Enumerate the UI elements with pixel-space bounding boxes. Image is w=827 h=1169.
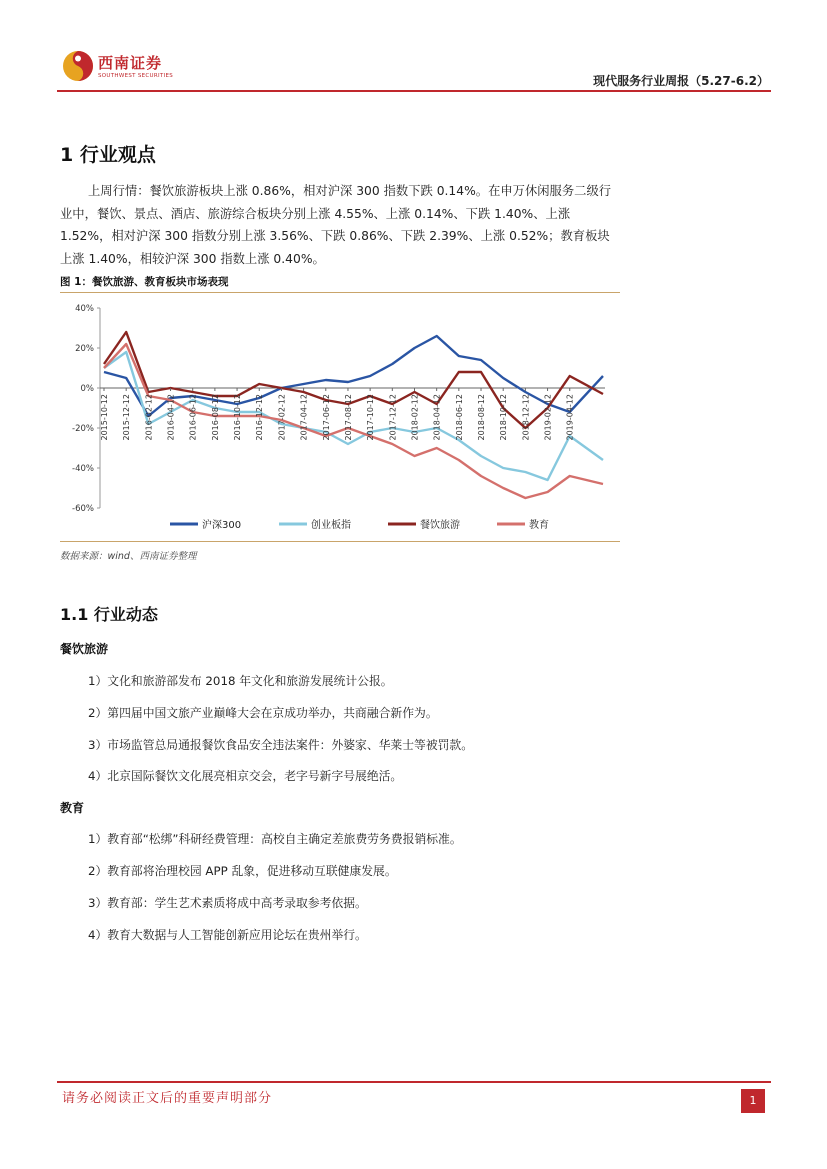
x-tick-label: 2017-10-12 [366, 394, 376, 441]
figure-bottom-rule [60, 541, 620, 542]
market-performance-chart [60, 294, 620, 540]
news-item: 2）第四届中国文旅产业巅峰大会在京成功举办，共商融合新作为。 [88, 706, 438, 720]
header-divider [57, 90, 771, 92]
logo-mark-icon [62, 50, 94, 82]
x-tick-label: 2016-12-12 [255, 394, 265, 441]
footer-divider [57, 1081, 771, 1083]
news-item: 3）教育部：学生艺术素质将成中高考录取参考依据。 [88, 896, 367, 910]
disclaimer-note: 请务必阅读正文后的重要声明部分 [62, 1091, 273, 1106]
y-tick-label: -40% [72, 464, 94, 474]
x-tick-label: 2018-12-12 [521, 394, 531, 441]
x-tick-label: 2017-04-12 [299, 394, 309, 441]
x-tick-label: 2017-12-12 [388, 394, 398, 441]
section-heading: 1 行业观点 [60, 144, 156, 166]
x-tick-label: 2016-02-12 [144, 394, 154, 441]
y-tick-label: 0% [80, 384, 94, 394]
company-logo [62, 48, 182, 88]
x-tick-label: 2016-10-12 [233, 394, 243, 441]
news-item: 2）教育部将治理校园 APP 乱象，促进移动互联健康发展。 [88, 864, 397, 878]
x-tick-label: 2018-06-12 [454, 394, 464, 441]
y-tick-label: -60% [72, 504, 94, 514]
y-tick-label: -20% [72, 424, 94, 434]
subsection-heading: 1.1 行业动态 [60, 605, 158, 624]
group-title-dining-travel: 餐饮旅游 [60, 642, 109, 656]
x-tick-label: 2017-06-12 [321, 394, 331, 441]
x-tick-label: 2018-04-12 [432, 394, 442, 441]
news-item: 4）北京国际餐饮文化展亮相京交会，老字号新字号展绝活。 [88, 769, 403, 783]
logo-text-cn: 西南证券 [98, 54, 163, 72]
y-tick-label: 20% [75, 344, 94, 354]
legend-label: 沪深300 [202, 520, 242, 531]
x-tick-label: 2016-06-12 [188, 394, 198, 441]
page-number: 1 [741, 1089, 765, 1113]
x-tick-label: 2016-04-12 [166, 394, 176, 441]
figure-source: 数据来源：wind、西南证券整理 [60, 551, 197, 562]
x-tick-label: 2019-04-12 [565, 394, 575, 441]
x-tick-label: 2019-02-12 [543, 394, 553, 441]
x-tick-label: 2018-02-12 [410, 394, 420, 441]
legend-label: 创业板指 [311, 520, 351, 531]
figure-caption: 图 1：餐饮旅游、教育板块市场表现 [60, 276, 229, 288]
figure-top-rule [60, 292, 620, 293]
x-tick-label: 2017-02-12 [277, 394, 287, 441]
legend-label: 教育 [529, 520, 549, 531]
news-item: 4）教育大数据与人工智能创新应用论坛在贵州举行。 [88, 928, 367, 942]
x-tick-label: 2016-08-12 [210, 394, 220, 441]
y-tick-label: 40% [75, 304, 94, 314]
news-item: 3）市场监管总局通报餐饮食品安全违法案件：外婆家、华莱士等被罚款。 [88, 738, 474, 752]
news-item: 1）教育部“松绑”科研经费管理：高校自主确定差旅费劳务费报销标准。 [88, 832, 462, 846]
intro-paragraph: 上周行情：餐饮旅游板块上涨 0.86%，相对沪深 300 指数下跌 0.14%。在申万休闲服务二级行业中，餐饮、景点、酒店、旅游综合板块分别上涨 4.55%、上涨 0.14%、下跌 1.40%、上涨 1.52%，相对沪深 300 指数分别上涨 3.56%、下跌 0.86%、下跌 2.39%、上涨 0.52%；教育板块上涨 1.40%，相较沪深 300 指数上涨 0.40%。 [60, 184, 612, 266]
x-tick-label: 2015-10-12 [100, 394, 109, 441]
x-tick-label: 2015-12-12 [122, 394, 132, 441]
logo-text-en: SOUTHWEST SECURITIES [98, 73, 174, 79]
group-title-education: 教育 [60, 801, 85, 815]
report-title: 现代服务行业周报（5.27-6.2） [593, 74, 769, 88]
x-tick-label: 2018-10-12 [499, 394, 509, 441]
legend-label: 餐饮旅游 [420, 520, 460, 531]
x-tick-label: 2018-08-12 [477, 394, 487, 441]
news-item: 1）文化和旅游部发布 2018 年文化和旅游发展统计公报。 [88, 674, 393, 688]
x-tick-label: 2017-08-12 [343, 394, 353, 441]
